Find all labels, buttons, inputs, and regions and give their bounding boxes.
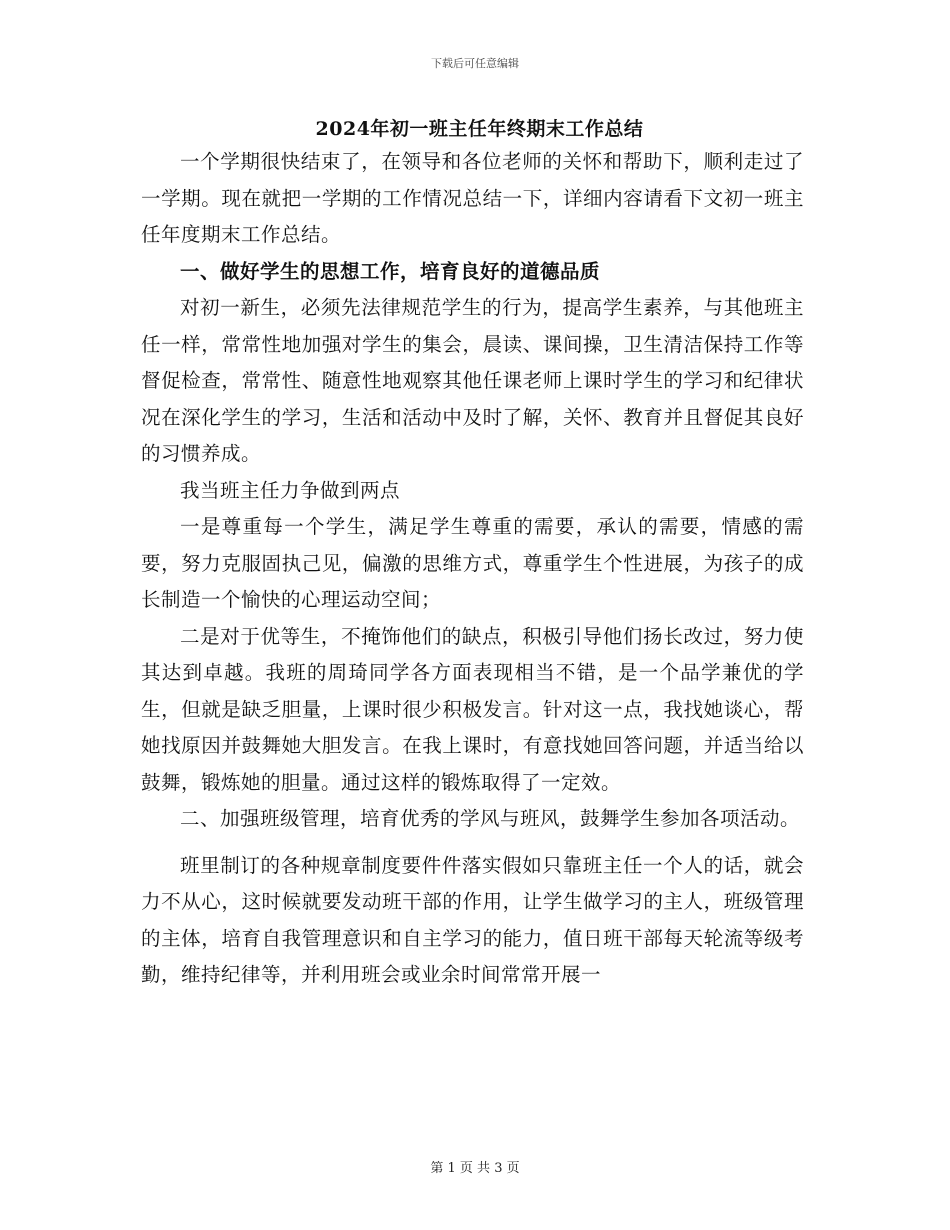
paragraph-behavior: 对初一新生，必须先法律规范学生的行为，提高学生素养，与其他班主任一样，常常性地加强对学生的集会，晨读、课间操，卫生清洁保持工作等督促检查，常常性、随意性地观察其他任课老师上课时学生的学习和纪律状况在深化学生的学习，生活和活动中及时了解，关怀、教育并且督促其良好的习惯养成。	[141, 296, 804, 465]
paragraph-two-points: 我当班主任力争做到两点	[180, 478, 401, 502]
document-title: 2024年初一班主任年终期末工作总结	[315, 118, 644, 140]
page-header-note: 下载后可任意编辑	[431, 57, 519, 70]
section-heading-2: 二、加强班级管理，培育优秀的学风与班风，鼓舞学生参加各项活动。	[180, 807, 801, 830]
paragraph-intro: 一个学期很快结束了，在领导和各位老师的关怀和帮助下，顺利走过了一学期。现在就把一学期的工作情况总结一下，详细内容请看下文初一班主任年度期末工作总结。	[141, 150, 804, 246]
document-body	[141, 114, 804, 994]
section-heading-1: 一、做好学生的思想工作，培育良好的道德品质	[180, 259, 601, 283]
paragraph-class-management: 班里制订的各种规章制度要件件落实假如只靠班主任一个人的话，就会力不从心，这时候就要发动班干部的作用，让学生做学习的主人，班级管理的主体，培育自我管理意识和自主学习的能力，值日班干部每天轮流等级考勤，维持纪律等，并利用班会或业余时间常常开展一	[141, 853, 804, 986]
paragraph-point-two: 二是对于优等生，不掩饰他们的缺点，积极引导他们扬长改过，努力使其达到卓越。我班的周琦同学各方面表现相当不错，是一个品学兼优的学生，但就是缺乏胆量，上课时很少积极发言。针对这一点，我找她谈心，帮她找原因并鼓舞她大胆发言。在我上课时，有意找她回答问题，并适当给以鼓舞，锻炼她的胆量。通过这样的锻炼取得了一定效。	[141, 624, 804, 794]
page-number: 第 1 页 共 3 页	[430, 1161, 520, 1176]
paragraph-point-one: 一是尊重每一个学生，满足学生尊重的需要，承认的需要，情感的需要，努力克服固执己见，偏激的思维方式，尊重学生个性进展，为孩子的成长制造一个愉快的心理运动空间；	[141, 515, 804, 611]
